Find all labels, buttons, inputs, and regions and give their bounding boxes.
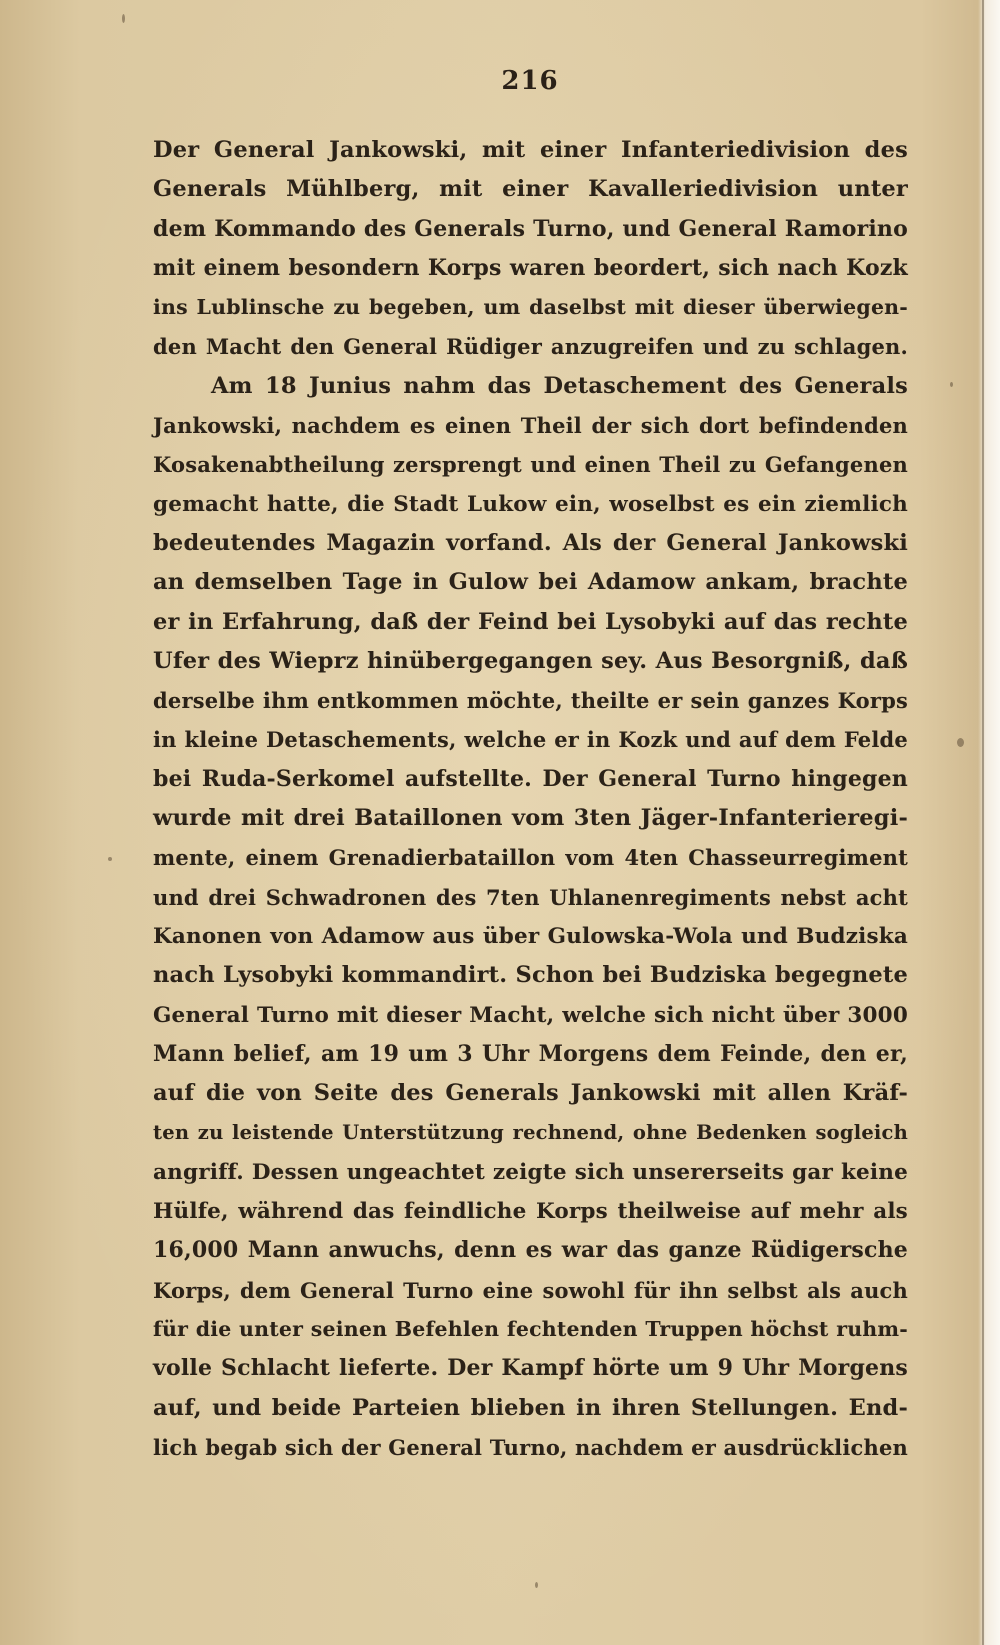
ink-speck — [957, 738, 964, 747]
text-line: Korps, dem General Turno eine sowohl für ihn selbst als auch — [153, 1277, 908, 1303]
text-line: dem Kommando des Generals Turno, und General Ramorino — [153, 215, 908, 242]
ink-speck — [122, 14, 125, 23]
page-number: 216 — [501, 66, 559, 96]
text-line: mit einem besondern Korps waren beordert, sich nach Kozk — [153, 254, 908, 281]
text-line: Der General Jankowski, mit einer Infanteriedivision des — [153, 137, 908, 163]
text-line: lich begab sich der General Turno, nachdem er ausdrücklichen — [153, 1434, 908, 1460]
text-line: wurde mit drei Bataillonen vom 3ten Jäger-Infanterieregi- — [153, 805, 908, 832]
text-line: und drei Schwadronen des 7ten Uhlanenregiments nebst acht — [153, 884, 908, 910]
text-line: 16,000 Mann anwuchs, denn es war das ganze Rüdigersche — [153, 1237, 908, 1264]
body-text — [153, 131, 908, 1467]
text-line: Hülfe, während das feindliche Korps theilweise auf mehr als — [153, 1199, 908, 1225]
text-line: Am 18 Junius nahm das Detaschement des Generals — [211, 372, 908, 399]
text-line: Mann belief, am 19 um 3 Uhr Morgens dem Feinde, den er, — [153, 1040, 908, 1067]
text-line: bedeutendes Magazin vorfand. Als der General Jankowski — [153, 529, 908, 556]
text-line: General Turno mit dieser Macht, welche sich nicht über 3000 — [153, 1002, 908, 1028]
text-line: den Macht den General Rüdiger anzugreifen und zu schlagen. — [153, 334, 908, 360]
text-line: ins Lublinsche zu begeben, um daselbst mit dieser überwiegen- — [153, 295, 908, 320]
text-line: Kosakenabtheilung zersprengt und einen Theil zu Gefangenen — [153, 452, 908, 478]
text-line: Ufer des Wieprz hinübergegangen sey. Aus Besorgniß, daß — [153, 647, 908, 674]
text-line: auf die von Seite des Generals Jankowski mit allen Kräf- — [153, 1080, 908, 1107]
text-line: Jankowski, nachdem es einen Theil der sich dort befindenden — [153, 413, 908, 439]
text-line: er in Erfahrung, daß der Feind bei Lysobyki auf das rechte — [153, 608, 908, 635]
text-line: gemacht hatte, die Stadt Lukow ein, woselbst es ein ziemlich — [153, 491, 908, 517]
text-line: in kleine Detaschements, welche er in Kozk und auf dem Felde — [153, 727, 908, 753]
text-line: derselbe ihm entkommen möchte, theilte er sein ganzes Korps — [153, 688, 908, 714]
text-line: bei Ruda-Serkomel aufstellte. Der General Turno hingegen — [153, 765, 908, 792]
text-line: an demselben Tage in Gulow bei Adamow ankam, brachte — [153, 569, 908, 596]
text-line: ten zu leistende Unterstützung rechnend, ohne Bedenken sogleich — [153, 1121, 908, 1145]
text-line: Kanonen von Adamow aus über Gulowska-Wola und Budziska — [153, 923, 908, 949]
ink-speck — [950, 382, 953, 387]
text-line: mente, einem Grenadierbataillon vom 4ten Chasseurregiment — [153, 845, 908, 871]
text-line: angriff. Dessen ungeachtet zeigte sich unsererseits gar keine — [153, 1159, 908, 1185]
binding-line — [982, 0, 984, 1645]
text-line: für die unter seinen Befehlen fechtenden Truppen höchst ruhm- — [153, 1316, 908, 1341]
ink-speck — [108, 857, 112, 861]
text-line: auf, und beide Parteien blieben in ihren Stellungen. End- — [153, 1394, 908, 1421]
text-line: Generals Mühlberg, mit einer Kavalleriedivision unter — [153, 176, 908, 203]
text-line: volle Schlacht lieferte. Der Kampf hörte um 9 Uhr Morgens — [153, 1355, 908, 1382]
text-line: nach Lysobyki kommandirt. Schon bei Budziska begegnete — [153, 962, 908, 989]
ink-speck — [535, 1582, 538, 1588]
